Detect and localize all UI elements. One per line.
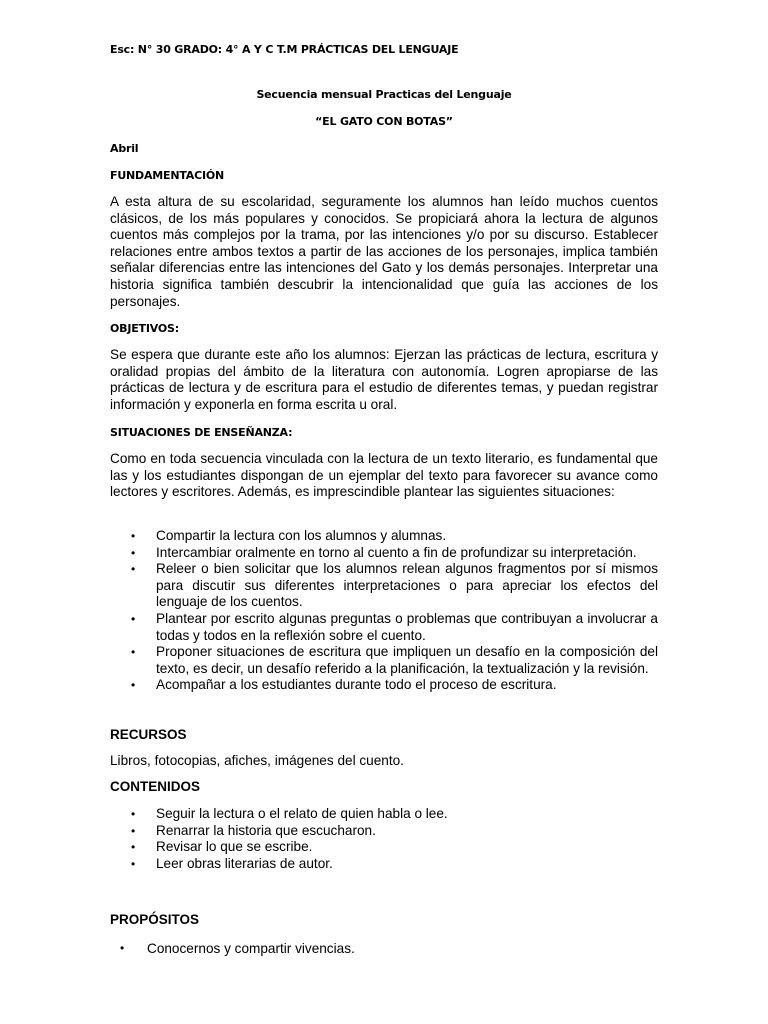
- list-item: • Revisar lo que se escribe.: [131, 839, 313, 855]
- bullet-icon: •: [131, 545, 136, 560]
- bullet-icon: •: [131, 529, 136, 543]
- objetivos-text: Se espera que durante este año los alumnos: Ejerzan las prácticas de lectura, escritura y oralidad propias del ámbito de la literatura con autonomía. Logren apropiarse de las prácticas de lectura y de escritura para el estudio de diferentes temas, y puedan registrar información y exponerla en forma escrita u oral.: [110, 347, 658, 412]
- bullet-icon: •: [131, 807, 136, 821]
- recursos-text: Libros, fotocopias, afiches, imágenes del cuento.: [110, 753, 404, 768]
- fundamentacion-heading: FUNDAMENTACIÓN: [110, 169, 225, 182]
- situaciones-heading: SITUACIONES DE ENSEÑANZA:: [110, 426, 293, 439]
- contenidos-heading: CONTENIDOS: [110, 779, 201, 794]
- bullet-icon: •: [131, 856, 136, 871]
- situaciones-list: [110, 528, 658, 694]
- month-label: Abril: [110, 142, 139, 155]
- document-title: Secuencia mensual Practicas del Lenguaje: [256, 88, 512, 101]
- list-item: • Acompañar a los estudiantes durante todo el proceso de escritura.: [131, 677, 557, 693]
- list-item: • Renarrar la historia que escucharon.: [131, 822, 376, 838]
- list-item: • Intercambiar oralmente en torno al cuento a fin de profundizar su interpretación.: [131, 544, 637, 560]
- bullet-icon: •: [131, 840, 136, 855]
- list-item: • Seguir la lectura o el relato de quien habla o lee.: [131, 806, 448, 821]
- contenidos-list: [110, 806, 658, 872]
- bullet-icon: •: [131, 678, 136, 693]
- list-item: • Proponer situaciones de escritura que impliquen un desafío en la composición del texto, es decir, un desafío referido a la planificación, la textualización y la revisión.: [131, 644, 658, 676]
- bullet-icon: •: [131, 562, 136, 577]
- document-page: Esc: N° 30 GRADO: 4° A Y C T.M PRÁCTICAS DEL LENGUAJE Secuencia mensual Practicas del Lenguaje “EL GATO CON BOTAS” Abril FUNDAMENTACIÓN A esta altura de su escolaridad, seguramente los alumnos han leído muchos cuentos clásicos, de los más populares y conocidos. Se propiciará ahora la lectura de algunos cuentos más complejos por la trama, por las intenciones y/o por su discurso. Establecer relaciones entre ambos textos a partir de las acciones de los personajes, implica también señalar diferencias entre las intenciones del Gato y los demás personajes. Interpretar una historia significa también descubrir la intencionalidad que guía las acciones de los personajes. OBJETIVOS: Se espera que durante este año los alumnos: Ejerzan las prácticas de lectura, escritura y oralidad propias del ámbito de la literatura con autonomía. Logren apropiarse de las prácticas de lectura y de escritura para el estudio de diferentes temas, y puedan registrar información y exponerla en forma escrita u oral. SITUACIONES DE ENSEÑANZA: Como en toda secuencia vinculada con la lectura de un texto literario, es fundamental que las y los estudiantes dispongan de un ejemplar del texto para favorecer su avance como lectores y escritores. Además, es imprescindible plantear las siguientes situaciones: • Compartir la lectura con los alumnos y alumnas. • Intercambiar oralmente en torno al cuento a fin de profundizar su interpretación. • Releer o bien solicitar que los alumnos relean algunos fragmentos por sí mismos para discutir sus diferentes interpretaciones o para apreciar los efectos del lenguaje de los cuentos. • Plantear por escrito algunas preguntas o problemas que contribuyan a involucrar a todas y todos en la reflexión sobre el cuento. • Proponer situaciones de escritura que impliquen un desafío en la composición del texto, es decir, un desafío referido a la planificación, la textualización y la revisión. • Acompañar a los estudiantes durante todo el proceso de escritura. RECURSOS Libros, fotocopias, afiches, imágenes del cuento. CONTENIDOS • Seguir la lectura o el relato de quien habla o lee. • Renarrar la historia que escucharon. • Revisar lo que se escribe. • Leer obras literarias de autor. PROPÓSITOS • Conocernos y compartir vivencias.: [0, 0, 768, 1024]
- list-item: • Compartir la lectura con los alumnos y alumnas.: [131, 528, 447, 543]
- situaciones-text: Como en toda secuencia vinculada con la lectura de un texto literario, es fundamental que las y los estudiantes dispongan de un ejemplar del texto para favorecer su avance como lectores y escritores. Además, es imprescindible plantear las siguientes situaciones:: [110, 451, 658, 500]
- bullet-icon: •: [131, 823, 136, 838]
- bullet-icon: •: [131, 645, 136, 660]
- list-item: • Plantear por escrito algunas preguntas o problemas que contribuyan a involucrar a todas y todos en la reflexión sobre el cuento.: [131, 610, 658, 643]
- propositos-heading: PROPÓSITOS: [110, 912, 200, 927]
- document-subtitle: “EL GATO CON BOTAS”: [315, 115, 453, 128]
- list-item: • Releer o bien solicitar que los alumnos relean algunos fragmentos por sí mismos para discutir sus diferentes interpretaciones o para apreciar los efectos del lenguaje de los cuentos.: [131, 561, 658, 610]
- document-header: Esc: N° 30 GRADO: 4° A Y C T.M PRÁCTICAS DEL LENGUAJE: [110, 43, 459, 56]
- recursos-heading: RECURSOS: [110, 727, 187, 742]
- fundamentacion-text: A esta altura de su escolaridad, seguramente los alumnos han leído muchos cuentos clásicos, de los más populares y conocidos. Se propiciará ahora la lectura de algunos cuentos más complejos por la trama, por las intenciones y/o por su discurso. Establecer relaciones entre ambos textos a partir de las acciones de los personajes, implica también señalar diferencias entre las intenciones del Gato y los demás personajes. Interpretar una historia significa también descubrir la intencionalidad que guía las acciones de los personajes.: [110, 194, 658, 309]
- bullet-icon: •: [120, 941, 125, 955]
- objetivos-heading: OBJETIVOS:: [110, 322, 179, 335]
- bullet-icon: •: [131, 611, 136, 626]
- list-item: • Leer obras literarias de autor.: [131, 855, 333, 871]
